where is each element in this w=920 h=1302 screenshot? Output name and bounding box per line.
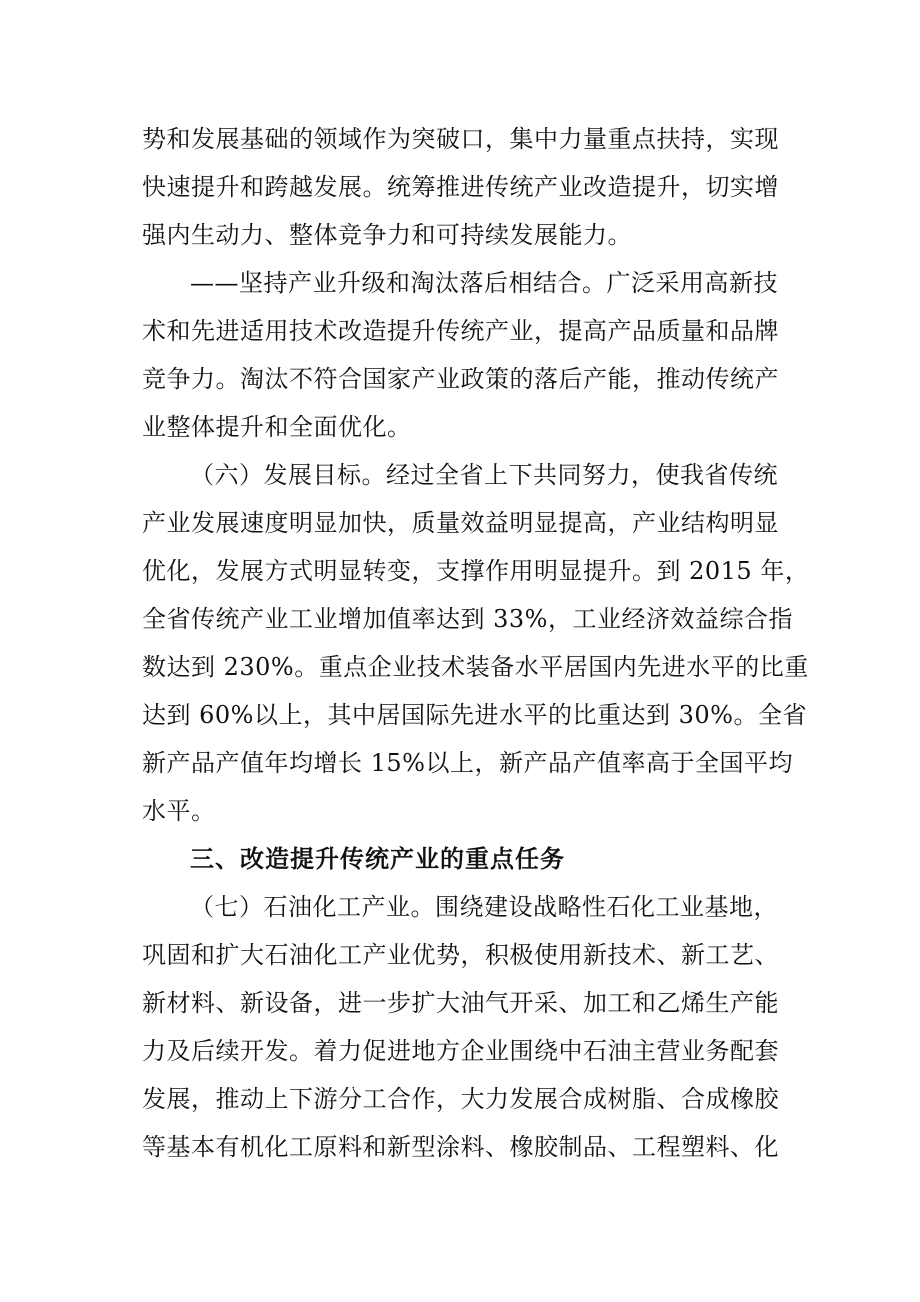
text-line: 达到 60%以上，其中居国际先进水平的比重达到 30%。全省 — [142, 701, 807, 729]
text-line: 力及后续开发。着力促进地方企业围绕中石油主营业务配套 — [142, 1037, 779, 1065]
text-line: （六）发展目标。经过全省上下共同努力，使我省传统 — [190, 461, 778, 489]
text-line: （七）石油化工产业。围绕建设战略性石化工业基地， — [190, 893, 778, 921]
text-line: 强内生动力、整体竞争力和可持续发展能力。 — [142, 221, 632, 249]
text-line: 新材料、新设备，进一步扩大油气开采、加工和乙烯生产能 — [142, 989, 779, 1017]
text-line: 术和先进适用技术改造提升传统产业，提高产品质量和品牌 — [142, 317, 779, 345]
text-line: 巩固和扩大石油化工产业优势，积极使用新技术、新工艺、 — [142, 941, 779, 969]
text-line: 新产品产值年均增长 15%以上，新产品产值率高于全国平均 — [142, 749, 793, 777]
text-line: 水平。 — [142, 797, 216, 825]
text-line: 等基本有机化工原料和新型涂料、橡胶制品、工程塑料、化 — [142, 1133, 779, 1161]
text-line: 全省传统产业工业增加值率达到 33%，工业经济效益综合指 — [142, 605, 793, 633]
text-line: 产业发展速度明显加快，质量效益明显提高，产业结构明显 — [142, 509, 779, 537]
text-line: 业整体提升和全面优化。 — [142, 413, 412, 441]
section-heading: 三、改造提升传统产业的重点任务 — [190, 844, 565, 873]
text-line: 竞争力。淘汰不符合国家产业政策的落后产能，推动传统产 — [142, 365, 779, 393]
text-line: 优化，发展方式明显转变，支撑作用明显提升。到 2015 年， — [142, 557, 810, 585]
text-line: 势和发展基础的领域作为突破口，集中力量重点扶持，实现 — [142, 125, 779, 153]
text-line: 发展，推动上下游分工合作，大力发展合成树脂、合成橡胶 — [142, 1085, 779, 1113]
text-line: 数达到 230%。重点企业技术装备水平居国内先进水平的比重 — [142, 653, 809, 681]
text-line: ——坚持产业升级和淘汰落后相结合。广泛采用高新技 — [190, 269, 778, 297]
text-line: 快速提升和跨越发展。统筹推进传统产业改造提升，切实增 — [142, 173, 779, 201]
